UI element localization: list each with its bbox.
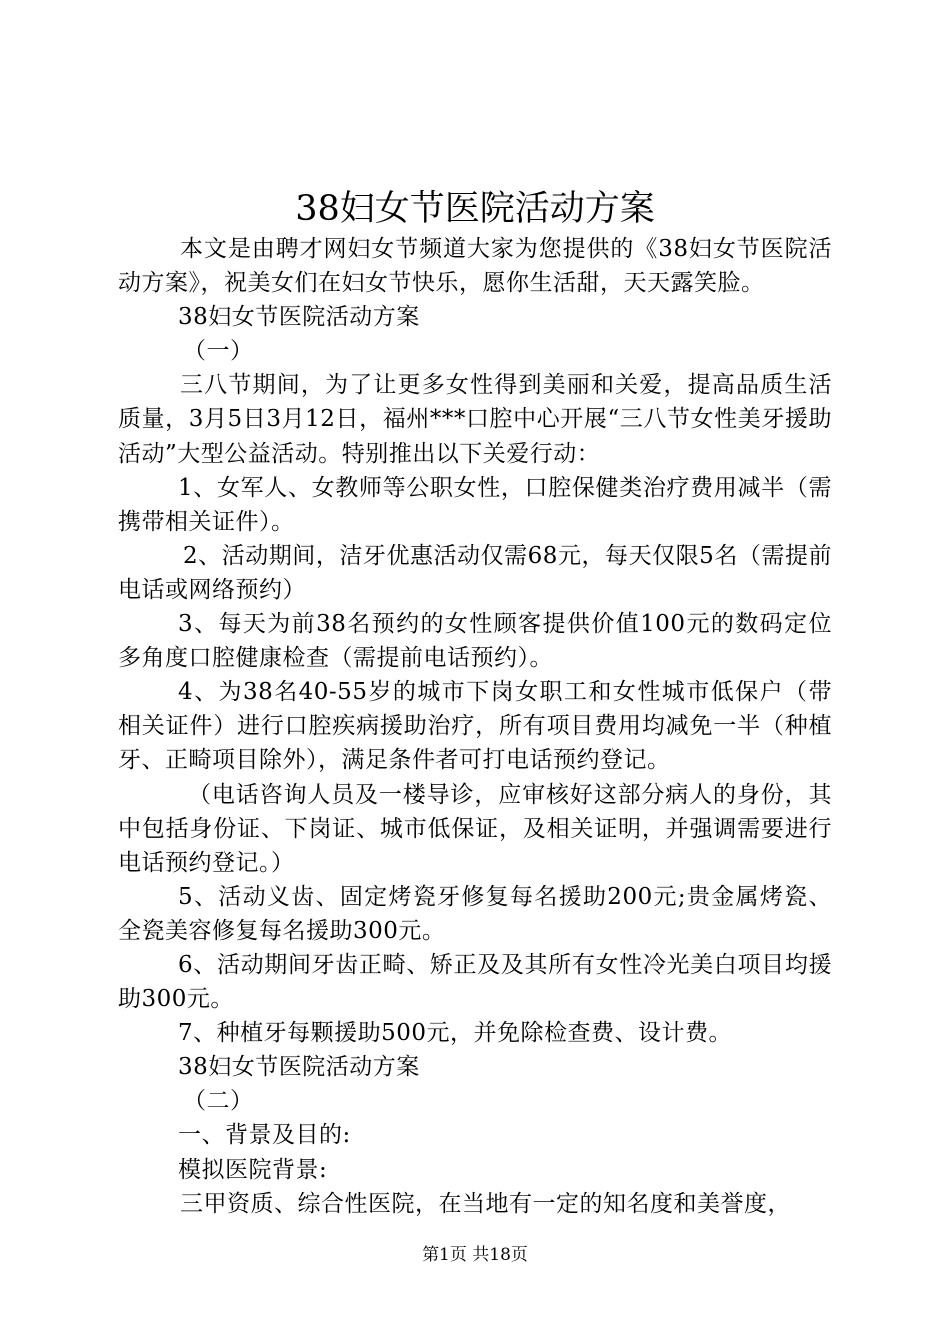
list-item: 3、每天为前38名预约的女性顾客提供价值100元的数码定位多角度口腔健康检查（需提前电话预约）。 [118, 611, 832, 672]
note-paragraph: （电话咨询人员及一楼导诊，应审核好这部分病人的身份，其中包括身份证、下岗证、城市低保证，及相关证明，并强调需要进行电话预约登记。） [118, 781, 832, 876]
document-title: 38妇女节医院活动方案 [295, 189, 655, 229]
body-paragraph: 三甲资质、综合性医院，在当地有一定的知名度和美誉度， [180, 1190, 791, 1217]
section-number: （二） [183, 1088, 254, 1115]
section-heading: 38妇女节医院活动方案 [178, 304, 420, 331]
list-item: 1、女军人、女教师等公职女性，口腔保健类治疗费用减半（需携带相关证件）。 [118, 474, 832, 535]
list-item: 5、活动义齿、固定烤瓷牙修复每名援助200元;贵金属烤瓷、全瓷美容修复每名援助300元。 [118, 883, 832, 944]
subsection-heading: 模拟医院背景: [178, 1156, 328, 1183]
section-number: （一） [183, 338, 254, 365]
list-item: 7、种植牙每颗援助500元，并免除检查费、设计费。 [178, 1020, 733, 1047]
list-item: 2、活动期间，洁牙优惠活动仅需68元，每天仅限5名（需提前电话或网络预约） [118, 542, 832, 603]
section-heading: 38妇女节医院活动方案 [178, 1054, 420, 1081]
list-item: 6、活动期间牙齿正畸、矫正及及其所有女性冷光美白项目均援助300元。 [118, 951, 832, 1013]
list-item: 4、为38名40-55岁的城市下岗女职工和女性城市低保户（带相关证件）进行口腔疾病援助治疗，所有项目费用均减免一半（种植牙、正畸项目除外），满足条件者可打电话预约登记。 [118, 679, 832, 774]
body-paragraph: 三八节期间，为了让更多女性得到美丽和关爱，提高品质生活质量，3月5日3月12日，福州***口腔中心开展“三八节女性美牙援助活动”大型公益活动。特别推出以下关爱行动： [118, 372, 832, 467]
document-body [118, 232, 832, 1221]
intro-paragraph: 本文是由聘才网妇女节频道大家为您提供的《38妇女节医院活动方案》，祝美女们在妇女节快乐，愿你生活甜，天天露笑脸。 [118, 236, 832, 297]
page-footer: 第1页 共18页 [422, 1245, 528, 1265]
subsection-heading: 一、背景及目的: [178, 1122, 351, 1149]
